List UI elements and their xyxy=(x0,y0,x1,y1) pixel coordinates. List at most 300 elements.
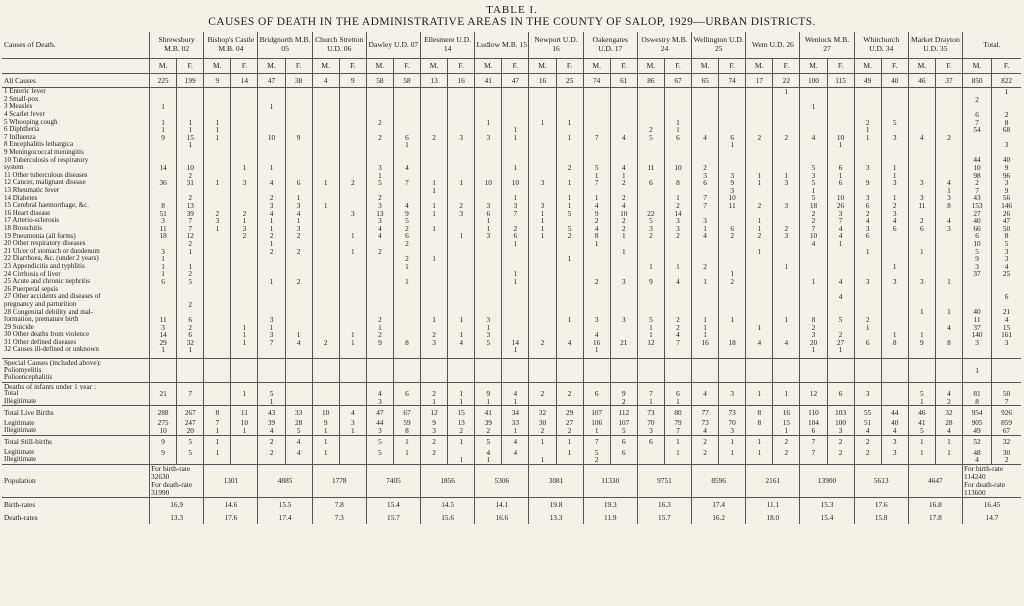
cell xyxy=(393,358,420,366)
cell: 6 xyxy=(827,164,854,172)
cell xyxy=(583,255,610,263)
cell: 9 xyxy=(962,255,991,263)
cell xyxy=(719,301,746,309)
cell xyxy=(312,217,339,225)
cell xyxy=(204,331,231,339)
cell xyxy=(908,285,935,293)
cell xyxy=(746,194,773,202)
cell: 1 xyxy=(177,141,204,149)
cell xyxy=(393,323,420,331)
cell xyxy=(854,346,881,354)
cell xyxy=(908,346,935,354)
cause-row xyxy=(2,194,1021,202)
sex-header-row xyxy=(2,59,1021,74)
cell xyxy=(935,247,962,255)
rate-value: 15.7 xyxy=(366,511,420,524)
cell: 1 xyxy=(421,179,448,187)
cell: 15 xyxy=(177,134,204,142)
female-header: F. xyxy=(502,59,529,74)
cell xyxy=(992,96,1021,104)
cell: 4 xyxy=(366,225,393,233)
cell xyxy=(393,149,420,157)
cell: 4 xyxy=(366,232,393,240)
cell xyxy=(746,293,773,301)
cell: 2 xyxy=(664,202,691,210)
cell xyxy=(773,270,800,278)
cell: 1 xyxy=(204,435,231,449)
cell xyxy=(204,164,231,172)
cell xyxy=(421,172,448,180)
rate-value: 15.7 xyxy=(637,511,691,524)
cell xyxy=(881,316,908,324)
cell xyxy=(150,308,177,316)
cell: 44 xyxy=(881,406,908,420)
cell xyxy=(502,156,529,164)
cell: 1 xyxy=(312,427,339,435)
cell xyxy=(421,263,448,271)
cell xyxy=(258,270,285,278)
cell: 1 xyxy=(393,278,420,286)
cell: 4 xyxy=(935,427,962,435)
cell xyxy=(827,187,854,195)
area-header: Wenlock M.B. 27 xyxy=(800,32,854,59)
cell xyxy=(258,308,285,316)
cell xyxy=(692,255,719,263)
cell: 9 xyxy=(610,390,637,398)
cell xyxy=(610,187,637,195)
cell: 7 xyxy=(664,339,691,347)
cell: 2 xyxy=(583,456,610,464)
cell xyxy=(150,285,177,293)
cell: 4 xyxy=(502,435,529,449)
cell xyxy=(312,382,339,390)
cell xyxy=(475,278,502,286)
cell xyxy=(529,346,556,354)
cause-row xyxy=(2,339,1021,347)
cell: 52 xyxy=(962,435,991,449)
cell xyxy=(502,141,529,149)
cell xyxy=(773,210,800,218)
cell xyxy=(475,194,502,202)
cell: 9 xyxy=(475,390,502,398)
cell xyxy=(610,301,637,309)
cell: 1 xyxy=(150,255,177,263)
cell: 22 xyxy=(637,210,664,218)
cell xyxy=(583,141,610,149)
cell: 3 xyxy=(339,210,366,218)
cell xyxy=(800,398,827,406)
cell: 51 xyxy=(150,210,177,218)
cause-row xyxy=(2,156,1021,164)
all-causes-row xyxy=(2,74,1021,88)
cell: 1 xyxy=(827,172,854,180)
cell xyxy=(421,240,448,248)
cell: 1 xyxy=(556,118,583,126)
cell xyxy=(258,346,285,354)
cell xyxy=(664,285,691,293)
cell: 140 xyxy=(962,331,991,339)
cell xyxy=(800,141,827,149)
cell xyxy=(150,240,177,248)
area-header: Whitchurch U.D. 34 xyxy=(854,32,908,59)
cell: 7 xyxy=(177,225,204,233)
cell xyxy=(421,96,448,104)
cell: 7 xyxy=(177,217,204,225)
cell xyxy=(421,346,448,354)
cell: 16 xyxy=(692,339,719,347)
cell xyxy=(773,293,800,301)
cell xyxy=(285,285,312,293)
cell: 1 xyxy=(150,263,177,271)
cell: 47 xyxy=(502,74,529,88)
cell: 46 xyxy=(908,406,935,420)
cell xyxy=(177,293,204,301)
cell: 10 xyxy=(312,406,339,420)
female-header: F. xyxy=(448,59,475,74)
cell xyxy=(475,382,502,390)
cell xyxy=(881,323,908,331)
cell xyxy=(231,293,258,301)
cell: 2 xyxy=(502,225,529,233)
cell xyxy=(610,382,637,390)
cell xyxy=(285,263,312,271)
cell xyxy=(583,382,610,390)
cell: 12 xyxy=(177,232,204,240)
cell xyxy=(854,172,881,180)
cell xyxy=(393,316,420,324)
cell: 6 xyxy=(719,225,746,233)
cell: 1 xyxy=(583,240,610,248)
cause-row xyxy=(2,103,1021,111)
cell: 1 xyxy=(312,179,339,187)
male-header: M. xyxy=(312,59,339,74)
cell xyxy=(556,285,583,293)
cell: 67 xyxy=(664,74,691,88)
cell xyxy=(692,96,719,104)
cell xyxy=(583,285,610,293)
cell: 2 xyxy=(556,390,583,398)
cell xyxy=(502,255,529,263)
cell xyxy=(393,285,420,293)
cell: 3 xyxy=(854,194,881,202)
cell: 859 xyxy=(992,419,1021,427)
cell xyxy=(908,118,935,126)
cell: 4 xyxy=(992,263,1021,271)
cell xyxy=(746,366,773,374)
cell: 3 xyxy=(881,134,908,142)
cell xyxy=(773,323,800,331)
cell xyxy=(664,270,691,278)
cell: 7 xyxy=(583,134,610,142)
cell: 153 xyxy=(962,202,991,210)
cell xyxy=(746,111,773,119)
row-label: 17 Arterio-sclerosis xyxy=(4,217,60,225)
cell: 905 xyxy=(962,419,991,427)
cell xyxy=(475,240,502,248)
cell xyxy=(312,187,339,195)
cell xyxy=(800,88,827,96)
cell xyxy=(204,111,231,119)
cell xyxy=(339,255,366,263)
cell xyxy=(339,194,366,202)
cell xyxy=(258,111,285,119)
cell xyxy=(421,456,448,464)
rate-value: 16.45 xyxy=(962,497,1021,511)
cell: 2 xyxy=(448,202,475,210)
cell: 11 xyxy=(719,202,746,210)
cell xyxy=(854,366,881,374)
cell xyxy=(881,96,908,104)
cell: 5 xyxy=(908,390,935,398)
cell xyxy=(421,232,448,240)
cell: 2 xyxy=(393,225,420,233)
cell xyxy=(339,293,366,301)
cell xyxy=(773,194,800,202)
cell: 2 xyxy=(285,278,312,286)
cell xyxy=(610,255,637,263)
cell: 2 xyxy=(935,398,962,406)
cell: 1 xyxy=(502,240,529,248)
cell xyxy=(692,366,719,374)
cell xyxy=(881,285,908,293)
cell: 1 xyxy=(502,346,529,354)
cell xyxy=(908,126,935,134)
cell xyxy=(204,270,231,278)
cell xyxy=(773,308,800,316)
cell xyxy=(312,374,339,382)
cell xyxy=(529,366,556,374)
cell: 1 xyxy=(312,435,339,449)
cell: 33 xyxy=(285,406,312,420)
cell: 3 xyxy=(637,225,664,233)
cell: 7 xyxy=(258,339,285,347)
cell xyxy=(339,366,366,374)
cell xyxy=(773,103,800,111)
cell xyxy=(854,293,881,301)
cell xyxy=(339,270,366,278)
cell xyxy=(529,278,556,286)
cell xyxy=(502,301,529,309)
cell: 1 xyxy=(150,118,177,126)
cell: 1 xyxy=(529,118,556,126)
cell: 9 xyxy=(366,339,393,347)
cell xyxy=(312,278,339,286)
cell xyxy=(692,118,719,126)
cell: 6 xyxy=(393,134,420,142)
cell xyxy=(393,308,420,316)
cell xyxy=(962,88,991,96)
cell: 14 xyxy=(502,339,529,347)
cause-row xyxy=(2,134,1021,142)
cell xyxy=(448,225,475,233)
cell xyxy=(583,374,610,382)
cell: 9 xyxy=(150,449,177,457)
cell: 1 xyxy=(556,179,583,187)
cell xyxy=(204,398,231,406)
cell: 10 xyxy=(177,164,204,172)
cell: 2 xyxy=(692,164,719,172)
cell: 1 xyxy=(746,449,773,457)
cell xyxy=(583,293,610,301)
cell xyxy=(746,374,773,382)
cell xyxy=(366,255,393,263)
row-label: 29 Suicide xyxy=(4,323,34,331)
cell: 3 xyxy=(231,179,258,187)
cell: 2 xyxy=(529,390,556,398)
cell: 10 xyxy=(827,194,854,202)
cell xyxy=(583,88,610,96)
cell: 2 xyxy=(800,323,827,331)
cell: 21 xyxy=(150,390,177,398)
cell xyxy=(746,141,773,149)
cell xyxy=(393,111,420,119)
cell: 1 xyxy=(664,449,691,457)
cell xyxy=(719,293,746,301)
cell xyxy=(502,456,529,464)
cell xyxy=(664,240,691,248)
cell: 4 xyxy=(583,225,610,233)
cell xyxy=(962,285,991,293)
cell: 1 xyxy=(719,449,746,457)
cell xyxy=(204,366,231,374)
cell: 850 xyxy=(962,74,991,88)
cell xyxy=(258,141,285,149)
cell: 3 xyxy=(692,217,719,225)
cell: 1 xyxy=(827,141,854,149)
cell xyxy=(746,88,773,96)
cell: 7 xyxy=(583,179,610,187)
cell: 2 xyxy=(366,316,393,324)
cell: 9 xyxy=(421,419,448,427)
cell xyxy=(312,456,339,464)
cell xyxy=(150,398,177,406)
cell: 4 xyxy=(339,406,366,420)
cell xyxy=(610,149,637,157)
row-label: Legitimate xyxy=(4,419,35,427)
cell xyxy=(800,118,827,126)
cell: 1 xyxy=(150,126,177,134)
cell xyxy=(339,202,366,210)
male-header: M. xyxy=(637,59,664,74)
cell xyxy=(637,172,664,180)
cell: 1 xyxy=(421,210,448,218)
row-label: 31 Other defined diseases xyxy=(4,338,77,346)
cell xyxy=(664,346,691,354)
cell xyxy=(177,358,204,366)
cell xyxy=(312,255,339,263)
cell: 1 xyxy=(312,449,339,457)
cell xyxy=(962,301,991,309)
cell: 1 xyxy=(285,194,312,202)
cell xyxy=(556,88,583,96)
cell: 2 xyxy=(773,435,800,449)
cell xyxy=(366,366,393,374)
cell: 2 xyxy=(177,194,204,202)
cell xyxy=(800,301,827,309)
cell xyxy=(448,301,475,309)
population-shrewsbury xyxy=(150,464,204,497)
cell xyxy=(827,247,854,255)
area-header-row xyxy=(2,32,1021,59)
cell: 38 xyxy=(285,74,312,88)
cell xyxy=(421,149,448,157)
cell xyxy=(475,172,502,180)
cell xyxy=(773,141,800,149)
cell: 103 xyxy=(827,406,854,420)
cell xyxy=(935,149,962,157)
cell xyxy=(366,456,393,464)
cell: 5 xyxy=(962,247,991,255)
cell xyxy=(312,210,339,218)
cell xyxy=(881,126,908,134)
cell: 8 xyxy=(881,339,908,347)
cell: 2 xyxy=(854,449,881,457)
cell: 81 xyxy=(962,390,991,398)
population-value: 1778 xyxy=(312,464,366,497)
cell xyxy=(231,149,258,157)
cell xyxy=(610,285,637,293)
cell xyxy=(312,366,339,374)
cell: 2 xyxy=(366,194,393,202)
cell xyxy=(854,456,881,464)
cell: 8 xyxy=(935,202,962,210)
cell: 1 xyxy=(393,263,420,271)
row-label: 26 Puerperal sepsis xyxy=(4,285,59,293)
cell: 1 xyxy=(421,316,448,324)
cell xyxy=(556,187,583,195)
cell xyxy=(502,217,529,225)
cell: 107 xyxy=(583,406,610,420)
cell xyxy=(556,374,583,382)
cell: 4 xyxy=(393,202,420,210)
causes-of-death-table xyxy=(2,32,1021,524)
cell: 40 xyxy=(962,217,991,225)
cell: 1 xyxy=(908,247,935,255)
cell: 3 xyxy=(935,225,962,233)
cell xyxy=(393,126,420,134)
cell xyxy=(529,316,556,324)
cell: 10 xyxy=(258,134,285,142)
cell: 9 xyxy=(285,134,312,142)
cell xyxy=(339,346,366,354)
cell xyxy=(150,366,177,374)
cell: 4 xyxy=(935,390,962,398)
cell xyxy=(529,172,556,180)
cell xyxy=(935,301,962,309)
cell xyxy=(448,323,475,331)
cell: 2 xyxy=(421,435,448,449)
cell xyxy=(393,96,420,104)
cell xyxy=(204,88,231,96)
cell xyxy=(935,141,962,149)
cell: 1 xyxy=(908,449,935,457)
cell xyxy=(312,118,339,126)
cell: 4 xyxy=(935,323,962,331)
cell xyxy=(231,374,258,382)
cell xyxy=(881,308,908,316)
cell: 3 xyxy=(610,278,637,286)
cell: 47 xyxy=(366,406,393,420)
cell: 1 xyxy=(692,323,719,331)
cell: 1 xyxy=(746,390,773,398)
cell: 2 xyxy=(421,449,448,457)
cell xyxy=(339,456,366,464)
cell: 12 xyxy=(421,406,448,420)
cell: 14 xyxy=(231,74,258,88)
cell: 2 xyxy=(258,194,285,202)
cell xyxy=(556,172,583,180)
cell: 3 xyxy=(610,316,637,324)
